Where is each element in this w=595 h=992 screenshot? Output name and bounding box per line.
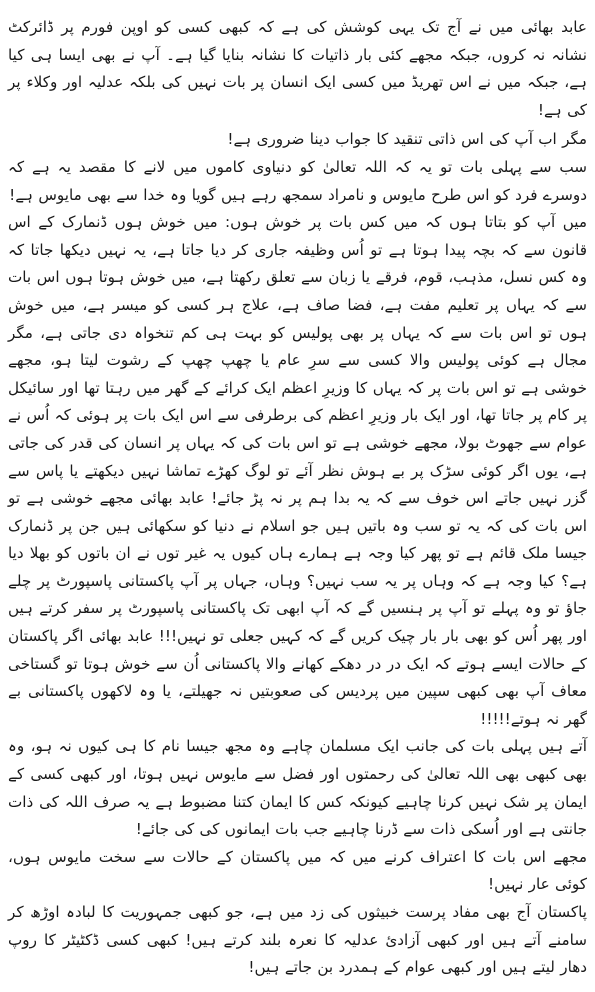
post-paragraph-6: مجھے اس بات کا اعتراف کرنے میں کہ میں پاکستان کے حالات سے سخت مایوس ہوں، کوئی عار نہیں! bbox=[8, 847, 587, 894]
post-paragraph-5: آتے ہیں پہلی بات کی جانب ایک مسلمان چاہے وہ مجھ جیسا نام کا ہی کیوں نہ ہو، وہ بھی کبھی بھی اللہ تعالیٰ کی رحمتوں اور فضل سے مایوس نہیں ہوتا، اور کبھی کسی کے ایمان پر شک نہیں کرنا چاہیے کیونکہ کس کا ایمان کتنا مضبوط ہے یہ صرف اللہ کی ذات جانتی ہے اور اُسکی ذات سے ڈرنا چاہیے جب بات ایمانوں کی کی جائے! bbox=[8, 737, 587, 839]
post-paragraph-7: پاکستان آج بھی مفاد پرست خبیثوں کی زد میں ہے، جو کبھی جمہوریت کا لبادہ اوڑھ کر سامنے آتے ہیں اور کبھی آزادیٔ عدلیہ کا نعرہ بلند کرتے ہیں! کبھی کسی ڈکٹیٹر کا روپ دھار لیتے ہیں اور کبھی عوام کے ہمدرد بن جاتے ہیں! bbox=[8, 903, 587, 977]
post-paragraph-2: مگر اب آپ کی اس ذاتی تنقید کا جواب دینا ضروری ہے! bbox=[227, 130, 587, 149]
post-paragraph-1: عابد بھائی میں نے آج تک یہی کوشش کی ہے کہ کبھی کسی کو اوپن فورم پر ڈائرکٹ نشانہ نہ کروں، جبکہ مجھے کئی بار ذاتیات کا نشانہ بنایا گیا ہے۔ آپ نے بھی ایسا ہی کیا ہے، جبکہ میں نے اس تھریڈ میں کسی ایک انسان پر بات نہیں کی بلکہ عدلیہ اور وکلاء پر کی ہے! bbox=[8, 18, 587, 119]
post-paragraph-3: سب سے پہلی بات تو یہ کہ اللہ تعالیٰ کو دنیاوی کاموں میں لانے کا مقصد یہ ہے کہ دوسرے فرد کو اس طرح مایوس و نامراد سمجھ رہے ہیں گویا وہ خدا سے بھی مایوس ہے! bbox=[8, 157, 587, 204]
post-paragraph-4: میں آپ کو بتاتا ہوں کہ میں کس بات پر خوش ہوں: میں خوش ہوں ڈنمارک کے اس قانون سے کہ بچہ پیدا ہوتا ہے تو اُس وظیفہ جاری کر دیا جاتا ہے، یہ نہیں دیکھا جاتا کہ وہ کس نسل، مذہب، قوم، فرقے یا زبان سے تعلق رکھتا ہے، میں خوش ہوتا ہوں اس بات سے کہ یہاں پر تعلیم مفت ہے، فضا صاف ہے، علاج ہر کسی کو میسر ہے، میں خوش ہوں تو اس بات سے کہ یہاں پر بھی پولیس کو بہت ہی کم تنخواہ دی جاتی ہے، مگر مجال ہے کوئی پولیس والا کسی سے سرِ عام یا چھپ چھپ کے رشوت لیتا ہو، مجھے خوشی ہے تو اس بات پر کہ یہاں کا وزیرِ اعظم ایک کرائے کے گھر میں رہتا تھا اور سائیکل پر کام پر جاتا تھا، اور ایک بار وزیرِ اعظم کی برطرفی سے اس ایک بات پر ہوئی کہ اُس نے عوام سے جھوٹ بولا، مجھے خوشی ہے تو اس بات کی کہ یہاں پر انسان کی قدر کی جاتی ہے، یوں اگر کوئی سڑک پر بے ہوش نظر آئے تو لوگ کھڑے تماشا نہیں دیکھتے یا پاس سے گزر نہیں جاتے اس خوف سے کہ یہ بدا ہم پر نہ پڑ جائے! عابد بھائی مجھے خوشی ہے تو اس بات کی کہ یہ تو سب وہ باتیں ہیں جو اسلام نے دنیا کو سکھائی ہیں جن پر ڈنمارک جیسا ملک قائم ہے تو پھر کیا وجہ ہے ہمارے ہاں کیوں یہ غیر توں نے ان باتوں کو بھلا دیا ہے؟ کیا وجہ ہے کہ وہاں پر یہ سب نہیں؟ وہاں، جہاں پر آپ پاکستانی پاسپورٹ پر چلے جاؤ تو وہ پہلے تو آپ پر ہنسیں گے کہ آپ ابھی تک پاکستانی پاسپورٹ پر سفر کرتے ہیں اور پھر اُس کو بھی بار بار چیک کریں گے کہ کہیں جعلی تو نہیں!!! عابد بھائی اگر پاکستان کے حالات ایسے ہوتے کہ ایک در در دھکے کھانے والا پاکستانی اُن سے خوش ہوتا تو گستاخی معاف آپ بھی کبھی سپین میں پردیس کی صعوبتیں نہ جھیلتے، یا وہ لاکھوں پاکستانی بے گھر نہ ہوتے!!!!! bbox=[8, 213, 587, 728]
